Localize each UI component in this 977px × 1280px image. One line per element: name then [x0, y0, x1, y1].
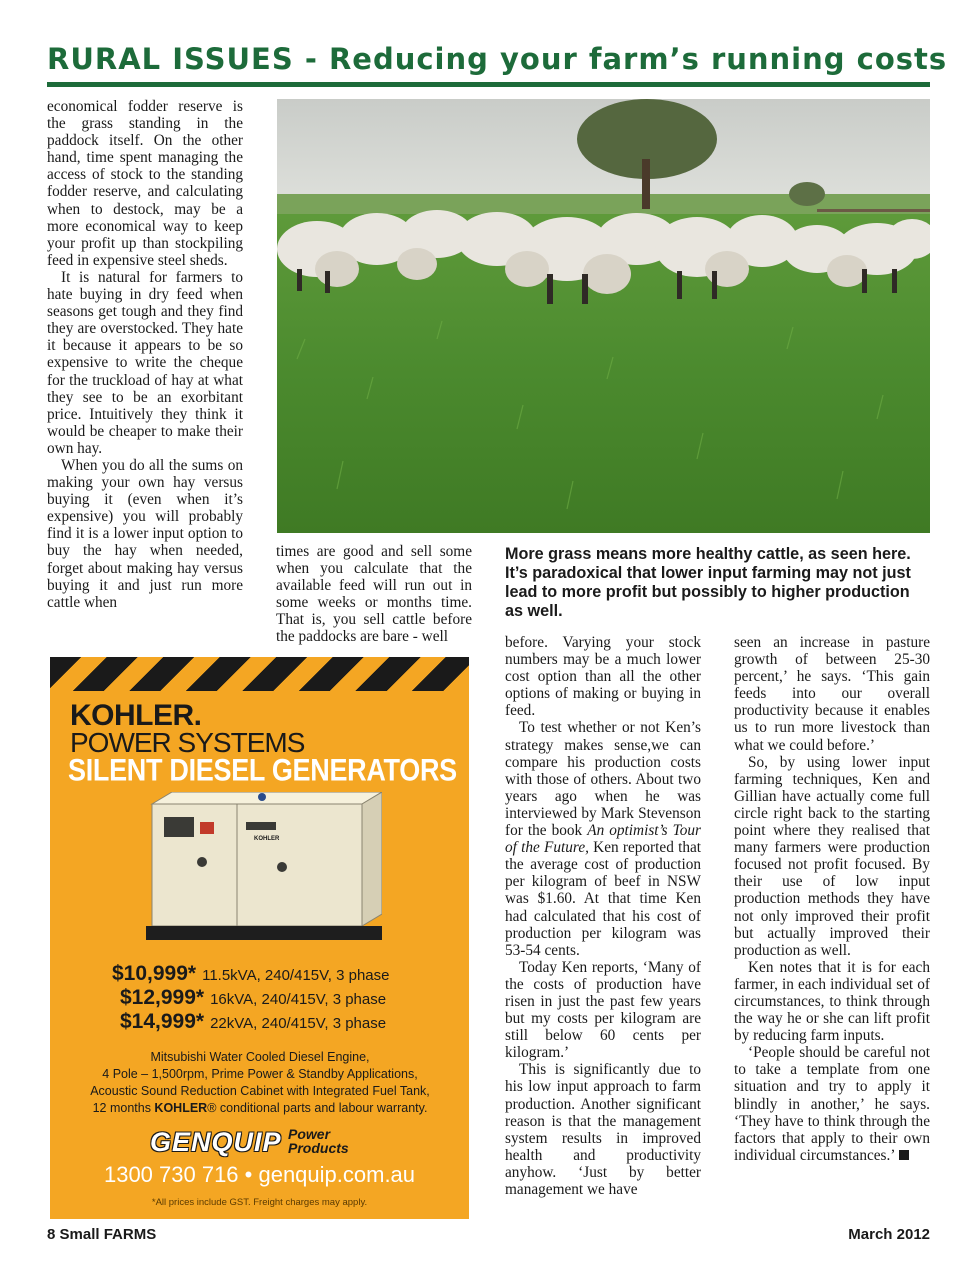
power-systems-text: POWER SYSTEMS [70, 727, 305, 758]
article-column-3 [505, 634, 701, 1198]
ad-contact[interactable]: 1300 730 716 • genquip.com.au [103, 1162, 416, 1187]
price-list [112, 962, 462, 1034]
article-column-1 [47, 98, 243, 611]
price-row [112, 962, 462, 986]
kohler-logo: KOHLER. [70, 699, 202, 732]
cattle-photo [277, 99, 930, 533]
price-row [112, 1010, 462, 1034]
paragraph [734, 1044, 930, 1164]
ad-details [60, 1049, 460, 1117]
price-spec: 22kVA, 240/415V, 3 phase [210, 1015, 387, 1032]
article-column-4 [734, 634, 930, 1164]
price-spec: 16kVA, 240/415V, 3 phase [210, 991, 387, 1008]
generator-image [142, 792, 382, 942]
genquip-logo [150, 1125, 380, 1161]
paragraph: So, by using lower input farming techniques, Ken and Gillian have actually come full circle right back to the starting point where they realised that many farmers were production focused not profit focused. By their use of low input production methods they have not only improved their profit but actually improved their production as well. [734, 753, 930, 959]
paragraph: times are good and sell some when you calculate that the available feed will run out in some weeks or months time. That is, you sell cattle before the paddocks are bare - well [276, 543, 472, 646]
paragraph: It is natural for farmers to hate buying in dry feed when seasons get tough and they find they are overstocked. They hate it because it appears to be so expensive to write the cheque for the truckload of hay at what they see to be an exorbitant price. Intuitively they think it would be cheaper to make their own hay. [47, 268, 243, 457]
paragraph: When you do all the sums on making your own hay versus buying it (even when it’s expensive) you will probably find it is a lower input option to buy the hay when needed, forget about making hay versus buying it and just run more cattle when [47, 456, 243, 611]
paragraph-text: To test whether or not Ken’s strategy makes sense,we can compare his production costs with those of others. About two years ago when he was interviewed by Mark Stevenson for the book [505, 719, 701, 840]
ad-headline: SILENT DIESEL GENERATORS [68, 753, 457, 788]
photo-caption: More grass means more healthy cattle, as seen here. It’s paradoxical that lower input farming may not just lead to more profit but possibly to higher production as well. [505, 545, 911, 620]
price-row [112, 986, 462, 1010]
generator-badge: KOHLER [254, 836, 280, 842]
paragraph: This is significantly due to his low input approach to farm production. Another significant reason is that the management system results in improved health and productivity anyhow. ‘Just by better management we have [505, 1061, 701, 1198]
ad-detail-line: 4 Pole – 1,500rpm, Prime Power & Standby Applications, [102, 1067, 418, 1081]
article-column-2 [276, 543, 472, 646]
ad-detail-text: 12 months [92, 1101, 155, 1115]
genquip-name: GENQUIP [150, 1127, 282, 1157]
cattle-in-paddock-image [277, 99, 930, 533]
paragraph: seen an increase in pasture growth of between 25-30 percent,’ he says. ‘This gain feeds into our overall productivity because it enables us to run more livestock than what we could before.’ [734, 634, 930, 754]
footer-issue-date: March 2012 [848, 1226, 930, 1243]
ad-fineprint: *All prices include GST. Freight charges may apply. [151, 1197, 368, 1208]
end-of-article-mark [899, 1150, 909, 1160]
hazard-stripes [50, 657, 469, 691]
ad-detail-line: Acoustic Sound Reduction Cabinet with Integrated Fuel Tank, [90, 1084, 430, 1098]
ad-detail-text: ® conditional parts and labour warranty. [207, 1101, 428, 1115]
paragraph [505, 719, 701, 958]
headline-rule [47, 82, 930, 87]
price-amount: $14,999* [120, 1010, 205, 1033]
price-spec: 11.5kVA, 240/415V, 3 phase [202, 967, 390, 984]
price-amount: $10,999* [112, 962, 197, 985]
paragraph: Today Ken reports, ‘Many of the costs of production have risen in just the past few years but my costs per kilogram are still below 60 cents per kilogram.’ [505, 958, 701, 1062]
paragraph: economical fodder reserve is the grass standing in the paddock itself. On the other hand, time spent managing the access of stock to the standing fodder reserve, and calculating when to destock, may be a more economical way to keep your profit up than stockpiling feed in expensive steel sheds. [47, 98, 243, 269]
paragraph-text: Ken reported that the average cost of production per kilogram of beef in NSW was $1.60. At that time Ken had calculated that his cost of production per kilogram was 53-54 cents. [505, 839, 702, 959]
book-title: An optimist’s Tour of the Future, [505, 822, 701, 857]
page-headline: RURAL ISSUES - Reducing your farm’s running costs [47, 42, 948, 76]
paragraph: before. Varying your stock numbers may be a much lower cost option than all the other options of making or buying in feed. [505, 634, 701, 720]
kohler-advertisement[interactable] [50, 657, 469, 1219]
paragraph-text: ‘People should be careful not to take a template from one situation and try to apply it blindly in another,’ he says. ‘They have to think through the factors that apply to their own individual circumstances.’ [734, 1044, 930, 1164]
price-amount: $12,999* [120, 986, 205, 1009]
paragraph: Ken notes that it is for each farmer, in each individual set of circumstances, to think through the way he or she can lift profit by reducing farm inputs. [734, 958, 930, 1045]
genquip-subtitle: Power Products [288, 1126, 349, 1156]
kohler-brand-inline: KOHLER [154, 1101, 208, 1115]
ad-detail-line [60, 1100, 460, 1117]
ad-detail-line: Mitsubishi Water Cooled Diesel Engine, [150, 1050, 370, 1064]
footer-page-number: 8 Small FARMS [47, 1226, 157, 1243]
